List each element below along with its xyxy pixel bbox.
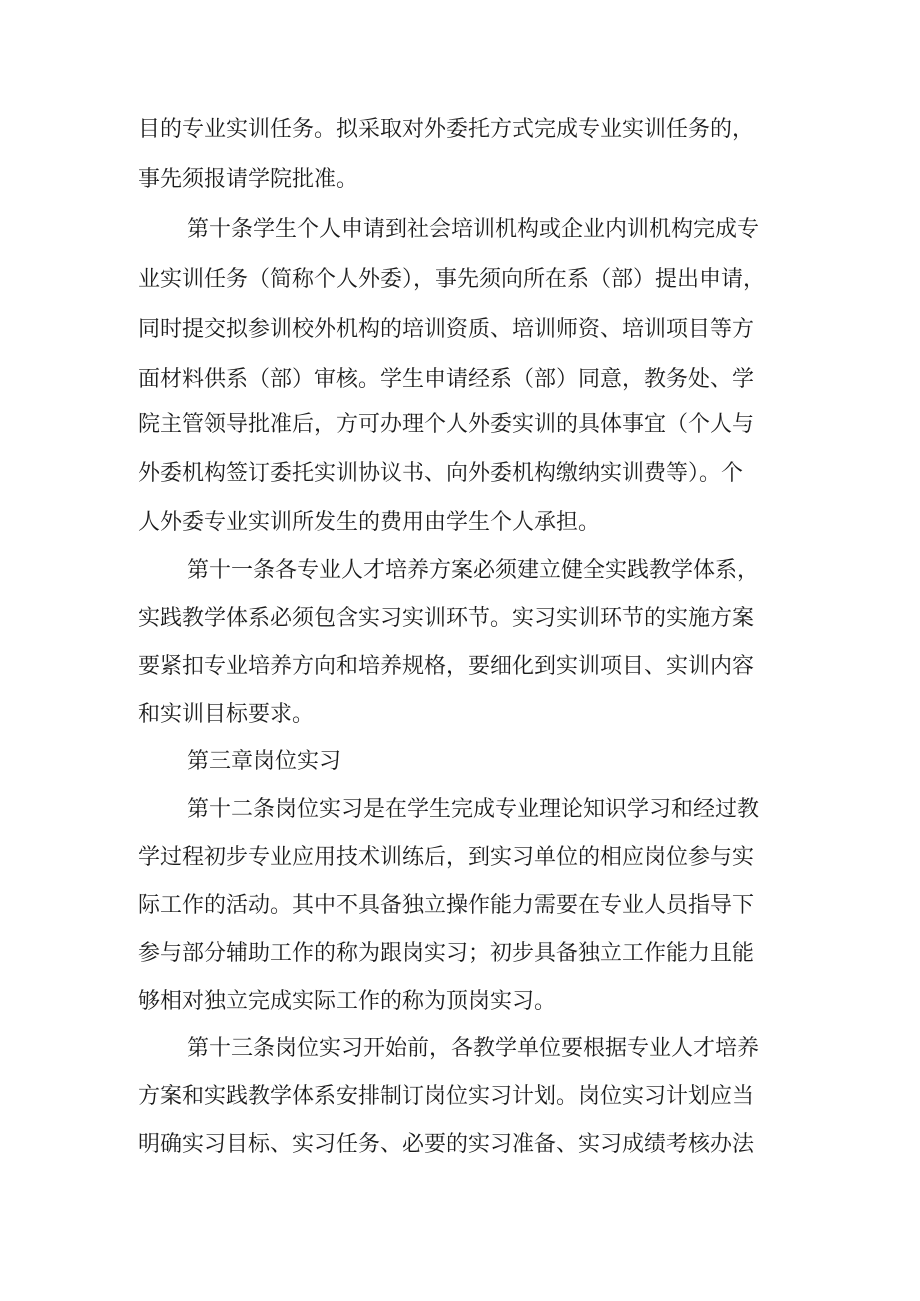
paragraph-line: 要紧扣专业培养方向和培养规格，要细化到实训项目、实训内容 (138, 654, 755, 679)
paragraph-line: 目的专业实训任务。拟采取对外委托方式完成专业实训任务的， (138, 117, 755, 142)
paragraph-line: 同时提交拟参训校外机构的培训资质、培训师资、培训项目等方 (138, 317, 755, 342)
paragraph-line: 第十三条岗位实习开始前，各教学单位要根据专业人才培养 (187, 1036, 760, 1061)
paragraph-line: 面材料供系（部）审核。学生申请经系（部）同意，教务处、学 (138, 367, 755, 392)
paragraph-line: 业实训任务（简称个人外委），事先须向所在系（部）提出申请， (138, 267, 766, 292)
paragraph-line: 外委机构签订委托实训协议书、向外委机构缴纳实训费等）。个 (138, 461, 744, 486)
paragraph-line: 第十二条岗位实习是在学生完成专业理论知识学习和经过教 (187, 797, 760, 822)
paragraph-line: 第十一条各专业人才培养方案必须建立健全实践教学体系， (187, 558, 760, 583)
paragraph-line: 方案和实践教学体系安排制订岗位实习计划。岗位实习计划应当 (138, 1084, 755, 1109)
paragraph-line: 和实训目标要求。 (138, 702, 315, 727)
paragraph-line: 实践教学体系必须包含实习实训环节。实习实训环节的实施方案 (138, 606, 755, 631)
paragraph-line: 参与部分辅助工作的称为跟岗实习；初步具备独立工作能力且能 (138, 941, 755, 966)
paragraph-line: 明确实习目标、实习任务、必要的实习准备、实习成绩考核办法 (138, 1132, 755, 1157)
paragraph-line: 第十条学生个人申请到社会培训机构或企业内训机构完成专 (187, 217, 760, 242)
paragraph-line: 事先须报请学院批准。 (138, 167, 359, 192)
chapter-heading: 第三章岗位实习 (187, 749, 342, 774)
paragraph-line: 院主管领导批准后，方可办理个人外委实训的具体事宜（个人与 (138, 412, 755, 437)
paragraph-line: 学过程初步专业应用技术训练后，到实习单位的相应岗位参与实 (138, 845, 755, 870)
paragraph-line: 际工作的活动。其中不具备独立操作能力需要在专业人员指导下 (138, 893, 755, 918)
paragraph-line: 够相对独立完成实际工作的称为顶岗实习。 (138, 989, 557, 1014)
paragraph-line: 人外委专业实训所发生的费用由学生个人承担。 (138, 510, 601, 535)
